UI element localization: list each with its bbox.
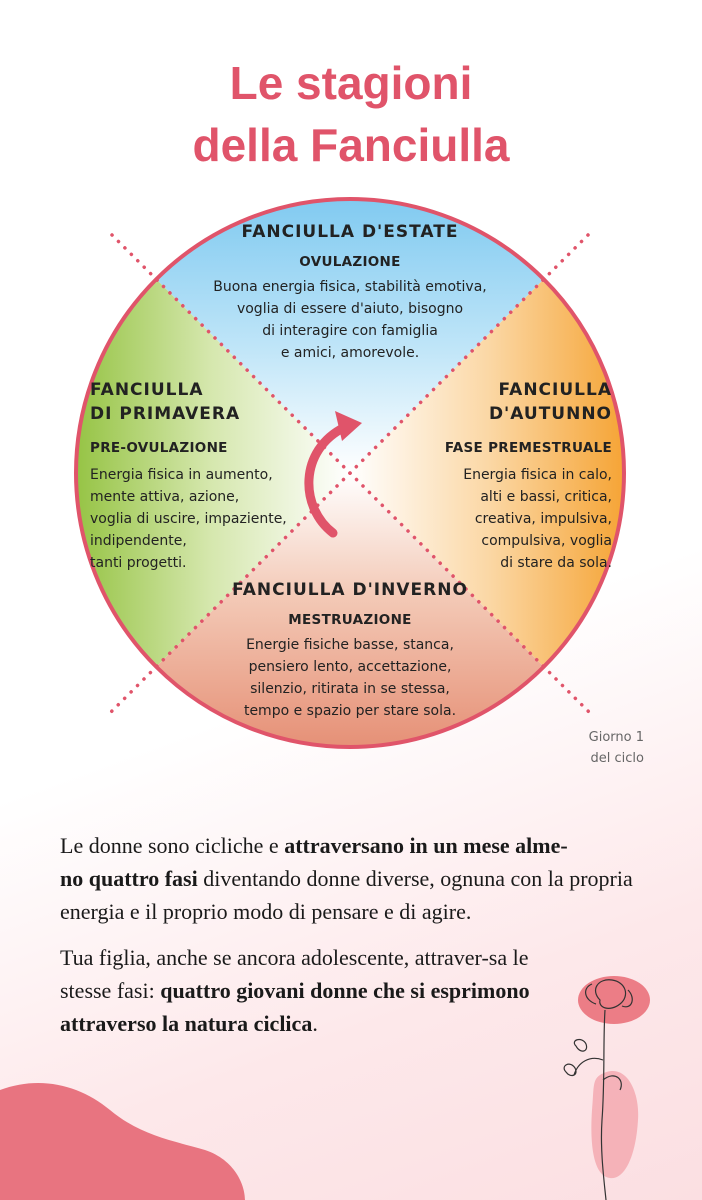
summer-desc-line: e amici, amorevole.	[280, 345, 420, 361]
autumn-title	[420, 378, 612, 426]
autumn-desc-line: alti e bassi, critica,	[480, 489, 612, 505]
autumn-quadrant-text	[420, 378, 612, 574]
cycle-day-label-line: del ciclo	[590, 751, 644, 766]
winter-title: FANCIULLA D'INVERNO	[232, 580, 468, 600]
winter-desc-line: Energie fisiche basse, stanca,	[246, 637, 454, 653]
summer-phase: OVULAZIONE	[299, 254, 401, 270]
winter-desc-line: pensiero lento, accettazione,	[248, 659, 452, 675]
autumn-desc-line: compulsiva, voglia	[481, 533, 612, 549]
summer-desc-line: di interagire con famiglia	[262, 323, 438, 339]
summer-quadrant-text	[200, 222, 500, 364]
page-title-line1: Le stagioni	[229, 57, 473, 109]
spring-quadrant-text	[90, 378, 290, 574]
paragraph-text: Le donne sono cicliche e	[60, 833, 285, 858]
winter-description	[200, 634, 500, 722]
spring-desc-line: indipendente,	[90, 533, 187, 549]
spring-desc-line: Energia fisica in aumento,	[90, 467, 273, 483]
flower-blob-bottom	[591, 1071, 638, 1178]
spring-phase: PRE-OVULAZIONE	[90, 440, 228, 456]
autumn-title-line: D'AUTUNNO	[488, 404, 612, 424]
autumn-desc-line: di stare da sola.	[500, 555, 612, 571]
summer-desc-line: Buona energia fisica, stabilità emotiva,	[213, 279, 487, 295]
cycle-day-label	[570, 727, 644, 769]
spring-title-line: DI PRIMAVERA	[90, 404, 241, 424]
intro-paragraph	[60, 829, 644, 928]
spring-title	[90, 378, 290, 426]
winter-desc-line: silenzio, ritirata in se stessa,	[250, 681, 450, 697]
spring-title-line: FANCIULLA	[90, 380, 204, 400]
spring-desc-line: tanti progetti.	[90, 555, 187, 571]
winter-phase: MESTRUAZIONE	[288, 612, 412, 628]
winter-desc-line: tempo e spazio per stare sola.	[243, 703, 457, 719]
paragraph-text: diventando donne diverse, ognuna con la propria energia e il proprio modo di pensare e di agire.	[60, 866, 633, 924]
spring-description	[90, 464, 290, 574]
paragraph-text: .	[312, 1011, 318, 1036]
autumn-desc-line: Energia fisica in calo,	[463, 467, 612, 483]
spring-desc-line: mente attiva, azione,	[90, 489, 240, 505]
summer-title: FANCIULLA D'ESTATE	[241, 222, 459, 242]
paragraph-bold-text: quattro giovani donne che si esprimono attraverso la natura ciclica	[60, 978, 530, 1036]
summer-description	[200, 276, 500, 364]
paragraph-bold-text: attraversano in un mese alme-	[284, 833, 568, 858]
spring-desc-line: voglia di uscire, impaziente,	[90, 511, 287, 527]
daughter-paragraph	[60, 941, 550, 1040]
summer-desc-line: voglia di essere d'aiuto, bisogno	[236, 301, 464, 317]
bottom-left-blob	[0, 1083, 245, 1200]
paragraph-bold-text: no quattro fasi	[60, 866, 198, 891]
autumn-desc-line: creativa, impulsiva,	[474, 511, 612, 527]
cycle-day-label-line: Giorno 1	[588, 730, 644, 745]
paragraph-text: Tua figlia, anche se ancora adolescente, attraver-sa le stesse fasi:	[60, 945, 529, 1003]
autumn-phase: FASE PREMESTRUALE	[444, 440, 612, 456]
autumn-description	[420, 464, 612, 574]
autumn-title-line: FANCIULLA	[498, 380, 612, 400]
winter-quadrant-text	[200, 580, 500, 722]
page-title-line2: della Fanciulla	[192, 119, 510, 171]
